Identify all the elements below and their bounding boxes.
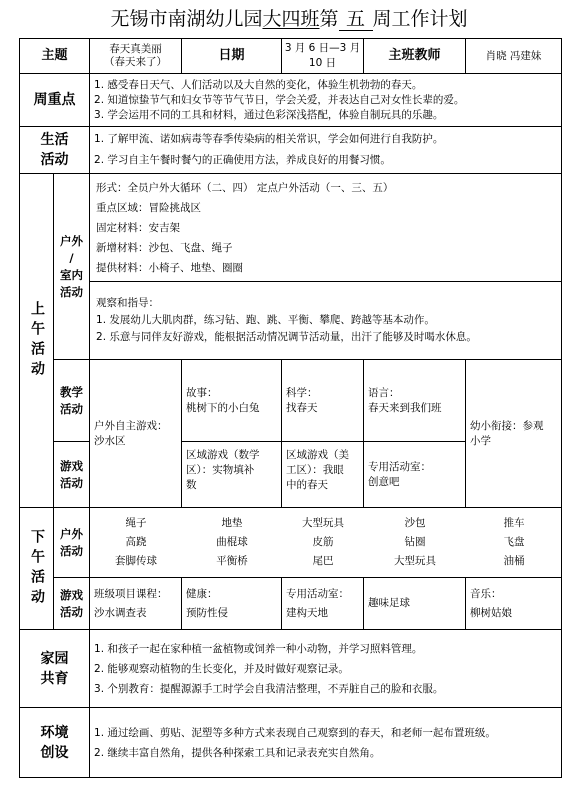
morning-outdoor-row-2 [20, 282, 562, 360]
morning-outdoor-guidance [90, 282, 562, 360]
home-content [90, 630, 562, 708]
morning-label-text: 上午活动 [29, 300, 45, 381]
free-play-cell: 户外自主游戏： 沙水区 [90, 360, 182, 508]
env-content [90, 708, 562, 778]
life-row [20, 127, 562, 174]
weekly-focus-row [20, 74, 562, 127]
outdoor-form: 形式：全员户外大循环（二、四） 定点户外活动（一、三、五） [96, 181, 394, 194]
afternoon-outdoor-row [20, 508, 562, 578]
date-value: 3 月 6 日—3 月 10 日 [282, 39, 364, 74]
outdoor-focus-area: 重点区域：冒险挑战区 [96, 201, 202, 214]
teaching-language: 语言： 春天来到我们班 [364, 360, 466, 442]
env-row [20, 708, 562, 778]
life-item: 1. 了解甲流、诺如病毒等春季传染病的相关常识，学会如何进行自我防护。 [94, 133, 444, 145]
teacher-label: 主班教师 [364, 39, 466, 74]
title-week-number: 五 [339, 8, 373, 31]
afternoon-outdoor-col: 推车 飞盘 油桶 [503, 517, 525, 567]
weekly-focus-item: 1. 感受春日天气、人们活动以及大自然的变化，体验生机勃勃的春天。 [94, 78, 423, 91]
life-content [90, 127, 562, 174]
info-row [20, 39, 562, 74]
life-item: 2. 学习自主午餐时餐勺的正确使用方法，养成良好的用餐习惯。 [94, 154, 391, 166]
title-prefix: 无锡市南湖幼儿园 [110, 8, 263, 30]
teaching-science: 科学： 找春天 [282, 360, 364, 442]
morning-game-label: 游戏 活动 [54, 442, 90, 508]
afternoon-outdoor-col: 绳子 高跷 套脚传球 [115, 517, 158, 567]
afternoon-game-label: 游戏 活动 [54, 578, 90, 630]
afternoon-outdoor-label: 户外 活动 [54, 508, 90, 578]
afternoon-label-text: 下午活动 [29, 528, 45, 609]
morning-teaching-row [20, 360, 562, 442]
weekly-focus-label: 周重点 [20, 74, 90, 127]
morning-outdoor-label: 户外 / 室内 活动 [54, 174, 90, 360]
outdoor-fixed-materials: 固定材料：安吉架 [96, 221, 181, 234]
afternoon-outdoor-materials [90, 508, 562, 578]
outdoor-provided-materials: 提供材料：小椅子、地垫、圈圈 [96, 261, 244, 274]
home-item: 3. 个别教育：提醒源源手工时学会自我清洁整理，不弄脏自己的脸和衣服。 [94, 682, 444, 695]
weekly-focus-item: 2. 知道惊蛰节气和妇女节等节气节日，学会关爱，并表达自己对女性长辈的爱。 [94, 93, 465, 106]
afternoon-outdoor-col: 沙包 钻圈 大型玩具 [394, 517, 437, 567]
life-label: 生活 活动 [20, 127, 90, 174]
afternoon-game-row [20, 578, 562, 630]
home-item: 1. 和孩子一起在家种植一盆植物或饲养一种小动物，并学习照料管理。 [94, 642, 423, 655]
teaching-label: 教学 活动 [54, 360, 90, 442]
morning-label [20, 174, 54, 508]
afternoon-game-health: 健康： 预防性侵 [182, 578, 282, 630]
guidance-title: 观察和指导： [96, 297, 160, 309]
afternoon-game-room: 专用活动室： 建构天地 [282, 578, 364, 630]
title-suffix: 周工作计划 [372, 8, 468, 30]
afternoon-game-project: 班级项目课程： 沙水调查表 [90, 578, 182, 630]
home-item: 2. 能够观察动植物的生长变化，并及时做好观察记录。 [94, 662, 349, 675]
env-label: 环境 创设 [20, 708, 90, 778]
afternoon-outdoor-col: 大型玩具 皮筋 尾巴 [302, 517, 345, 567]
game-math-area: 区域游戏（数学 区）：实物填补 数 [182, 442, 282, 508]
title-week-pre: 第 [319, 8, 339, 30]
guidance-item: 2. 乐意与同伴友好游戏，能根据活动情况调节活动量，出汗了能够及时喝水休息。 [96, 331, 477, 343]
weekly-focus-content [90, 74, 562, 127]
teaching-story: 故事： 桃树下的小白兔 [182, 360, 282, 442]
teacher-value: 肖晓 冯建妹 [466, 39, 562, 74]
home-row [20, 630, 562, 708]
weekly-focus-item: 3. 学会运用不同的工具和材料，通过色彩深浅搭配，体验自制玩具的乐趣。 [94, 108, 444, 121]
game-art-area: 区域游戏（美 工区）：我眼 中的春天 [282, 442, 364, 508]
morning-outdoor-row-1 [20, 174, 562, 282]
page-title [0, 4, 578, 34]
afternoon-outdoor-col: 地垫 曲棍球 平衡桥 [216, 517, 248, 567]
afternoon-label [20, 508, 54, 630]
env-item: 1. 通过绘画、剪贴、泥塑等多种方式来表现自己观察到的春天，和老师一起布置班级。 [94, 726, 496, 739]
morning-outdoor-details [90, 174, 562, 282]
date-label: 日期 [182, 39, 282, 74]
guidance-item: 1. 发展幼儿大肌肉群，练习钻、跑、跳、平衡、攀爬、跨越等基本动作。 [96, 314, 435, 326]
theme-label: 主题 [20, 39, 90, 74]
game-special-room: 专用活动室： 创意吧 [364, 442, 466, 508]
env-item: 2. 继续丰富自然角，提供各种探索工具和记录表充实自然角。 [94, 746, 381, 759]
afternoon-game-music: 音乐： 柳树姑娘 [466, 578, 562, 630]
home-label: 家园 共育 [20, 630, 90, 708]
theme-value: 春天真美丽 （春天来了） [90, 39, 182, 74]
afternoon-game-football: 趣味足球 [364, 578, 466, 630]
teaching-transition: 幼小衔接：参观 小学 [466, 360, 562, 508]
weekly-plan-table [19, 38, 562, 778]
title-class: 大四班 [262, 8, 320, 30]
outdoor-new-materials: 新增材料：沙包、飞盘、绳子 [96, 241, 233, 254]
